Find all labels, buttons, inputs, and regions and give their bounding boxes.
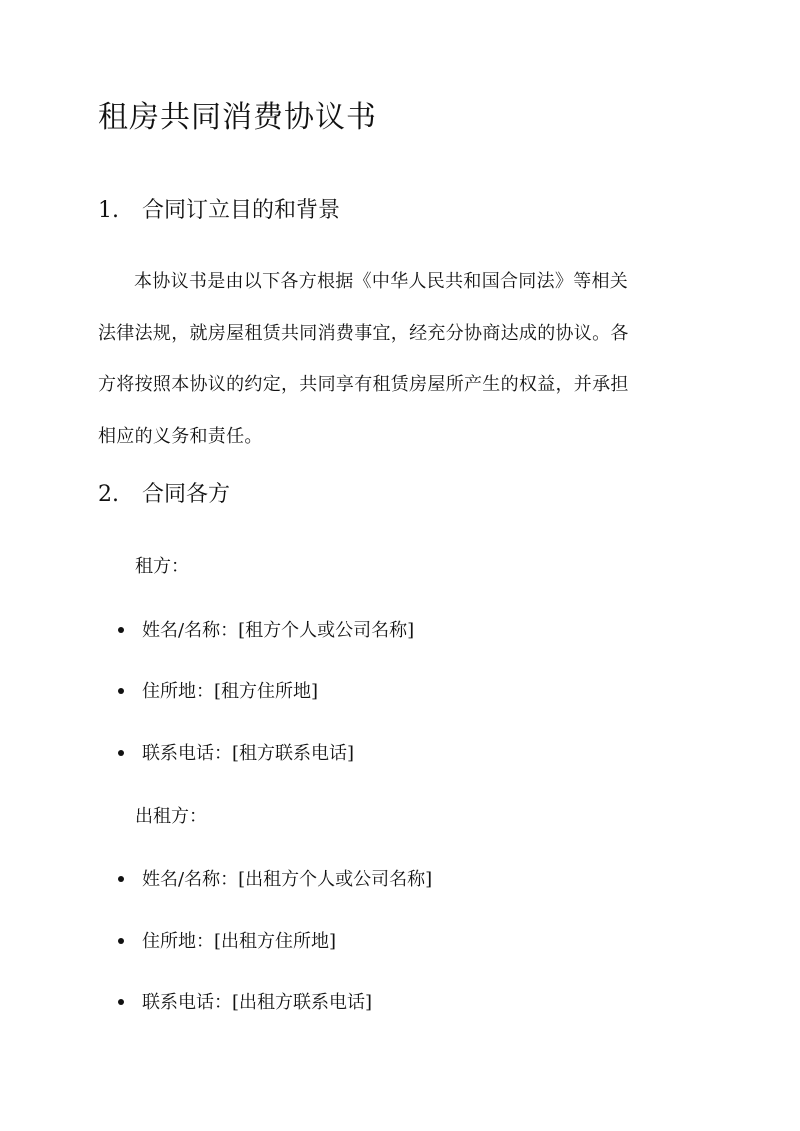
landlord-address-field: 住所地：[出租方住所地]	[142, 931, 337, 952]
section-heading-1	[98, 194, 340, 228]
section-number: 1.	[98, 198, 119, 223]
tenant-name-field: 姓名/名称：[租方个人或公司名称]	[142, 620, 415, 641]
bullet-icon	[118, 627, 124, 633]
list-item	[118, 740, 354, 768]
tenant-address-field: 住所地：[租方住所地]	[142, 681, 319, 702]
section-title: 合同订立目的和背景	[142, 198, 341, 223]
section-heading-2	[98, 478, 230, 512]
list-item	[118, 617, 414, 645]
paragraph-line: 方将按照本协议的约定，共同享有租赁房屋所产生的权益，并承担	[98, 374, 629, 395]
list-item	[118, 866, 432, 894]
bullet-icon	[118, 688, 124, 694]
section-title: 合同各方	[142, 482, 231, 507]
section-number: 2.	[98, 482, 119, 507]
list-item	[118, 989, 372, 1017]
landlord-phone-field: 联系电话：[出租方联系电话]	[142, 992, 373, 1013]
paragraph-line: 本协议书是由以下各方根据《中华人民共和国合同法》等相关	[134, 271, 629, 292]
section-1-paragraph	[98, 256, 702, 462]
bullet-icon	[118, 999, 124, 1005]
bullet-icon	[118, 750, 124, 756]
landlord-label: 出租方：	[135, 806, 207, 827]
paragraph-line: 相应的义务和责任。	[98, 425, 263, 447]
bullet-icon	[118, 938, 124, 944]
tenant-phone-field: 联系电话：[租方联系电话]	[142, 743, 355, 764]
list-item	[118, 678, 318, 706]
document-title: 租房共同消费协议书	[98, 100, 377, 135]
landlord-name-field: 姓名/名称：[出租方个人或公司名称]	[142, 869, 433, 890]
tenant-label: 租方：	[135, 556, 189, 577]
bullet-icon	[118, 876, 124, 882]
paragraph-line: 法律法规，就房屋租赁共同消费事宜，经充分协商达成的协议。各	[98, 322, 629, 344]
list-item	[118, 928, 336, 956]
